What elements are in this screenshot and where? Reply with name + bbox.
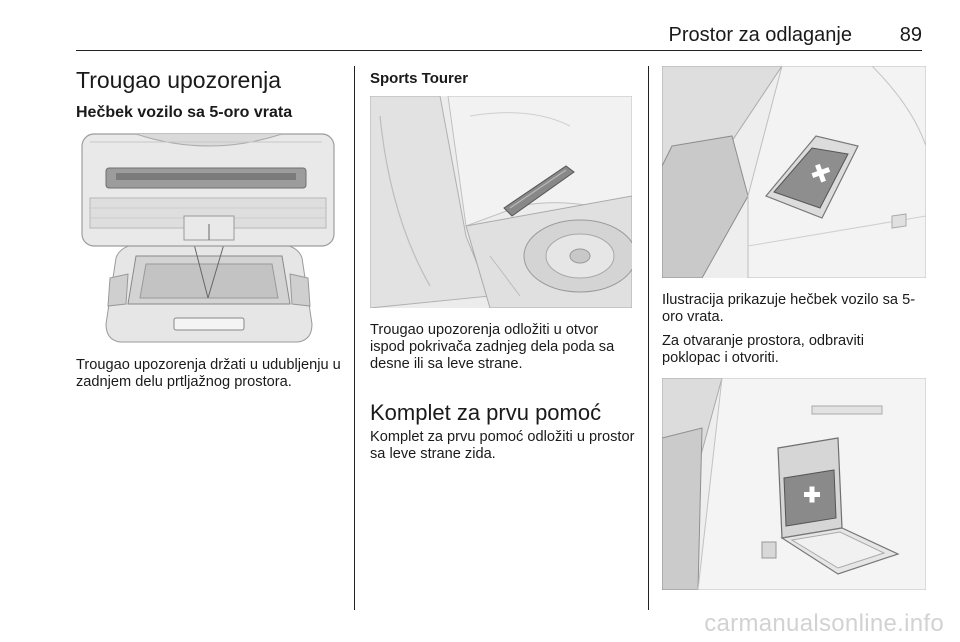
running-header-title: Prostor za odlaganje	[668, 24, 852, 46]
column-divider-1	[354, 66, 355, 610]
illustration-sports-tourer-trunk	[370, 96, 632, 308]
section-heading-warning-triangle: Trougao upozorenja	[76, 67, 282, 93]
column-1	[76, 66, 342, 123]
column-2	[370, 69, 636, 89]
column-3-body	[662, 292, 926, 367]
column-2-body	[370, 322, 636, 463]
column-1-body	[76, 357, 342, 391]
figure-caption-hatchback: Ilustracija prikazuje hečbek vozilo sa 5-oro vrata.	[662, 292, 916, 325]
section-heading-first-aid-kit: Komplet za prvu pomoć	[370, 400, 602, 425]
body-text-open-compartment: Za otvaranje prostora, odbraviti poklopac i otvoriti.	[662, 333, 864, 366]
page-number: 89	[899, 24, 922, 46]
subheading-hatchback: Hečbek vozilo sa 5-oro vrata	[76, 104, 293, 121]
body-text-first-aid-kit: Komplet za prvu pomoć odložiti u prostor sa leve strane zida.	[370, 429, 635, 462]
illustration-first-aid-kit-closed	[662, 66, 926, 278]
watermark: carmanualsonline.info	[704, 610, 944, 637]
column-divider-2	[648, 66, 649, 610]
body-text-warning-triangle-tourer: Trougao upozorenja odložiti u otvor ispod pokrivača zadnjeg dela poda sa desne ili sa leve strane.	[370, 322, 615, 372]
header-rule	[76, 50, 922, 51]
illustration-hatchback-trunk	[76, 128, 342, 344]
subheading-sports-tourer: Sports Tourer	[370, 70, 469, 87]
body-text-warning-triangle-hatchback: Trougao upozorenja držati u udubljenju u zadnjem delu prtljažnog prostora.	[76, 357, 341, 390]
illustration-first-aid-kit-open	[662, 378, 926, 590]
